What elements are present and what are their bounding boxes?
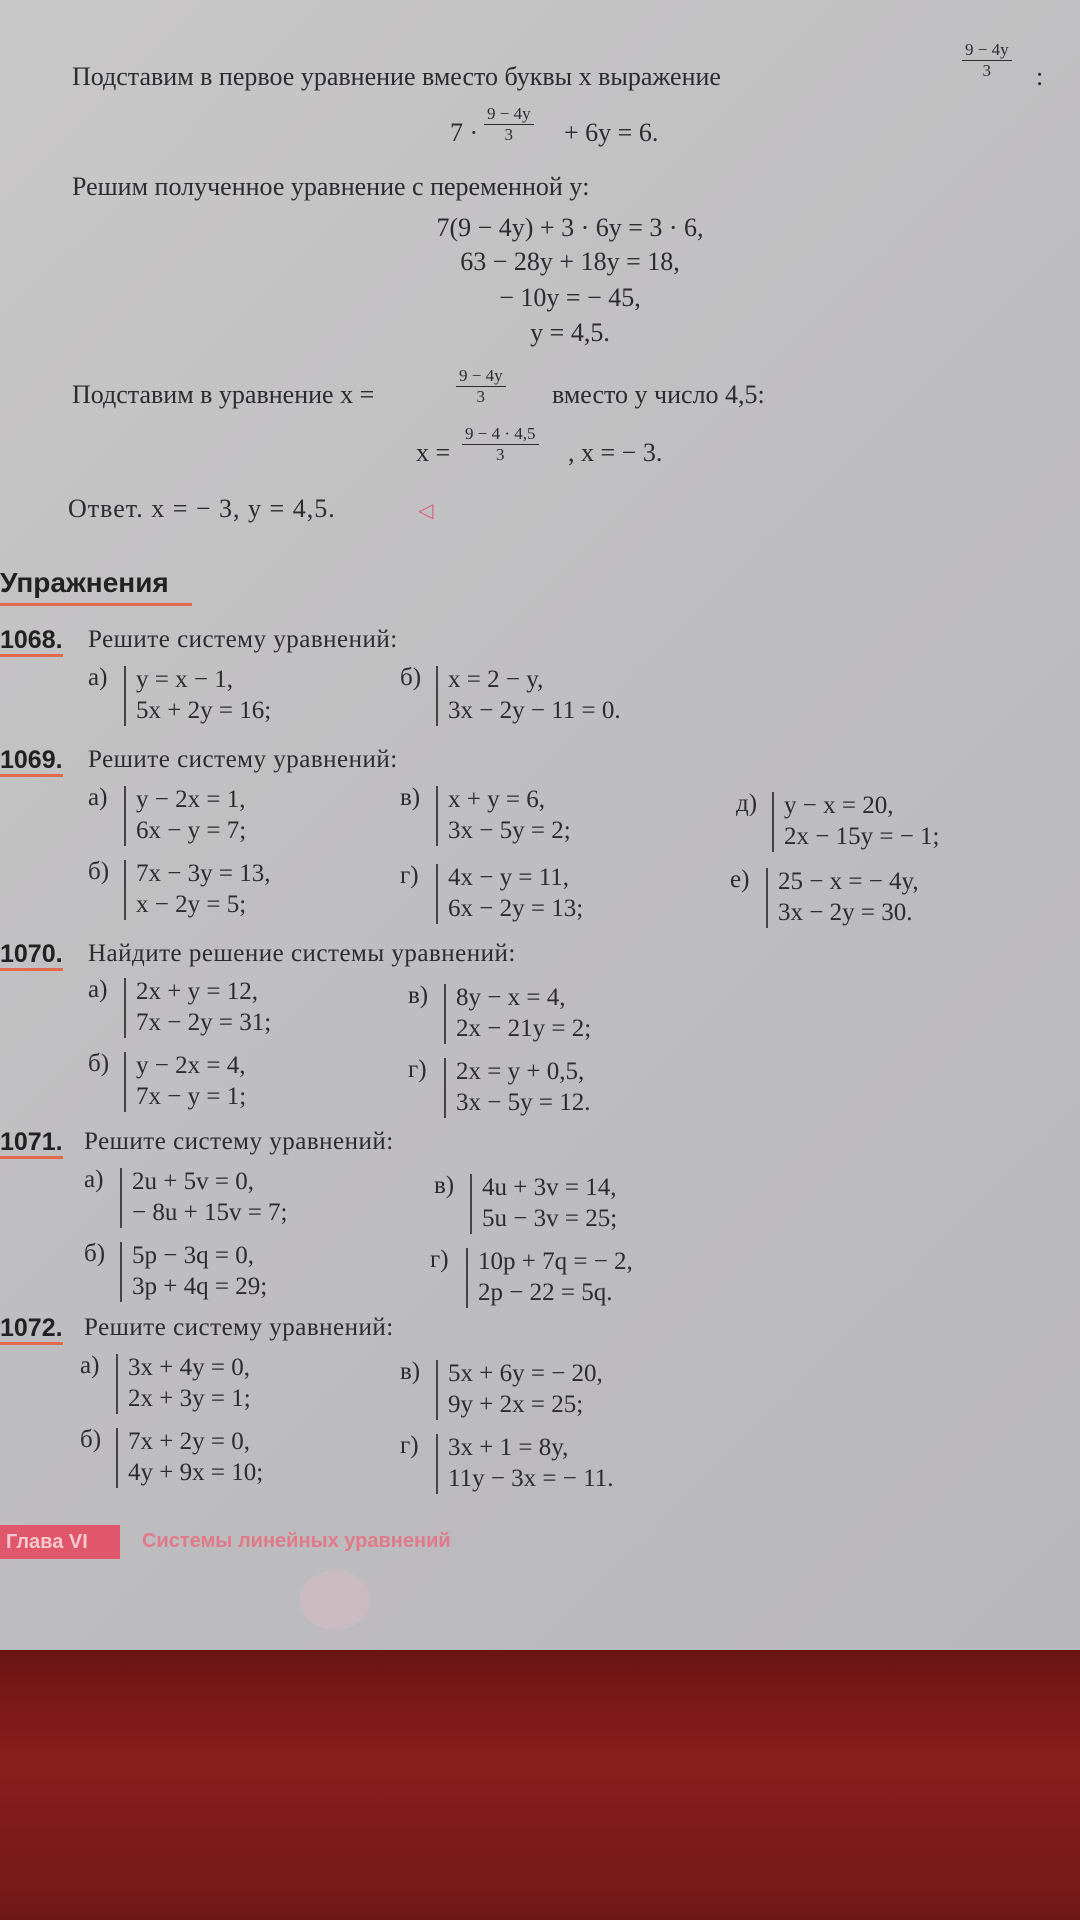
system-line: 4u + 3v = 14, bbox=[482, 1174, 617, 1201]
system-line: 6x − 2y = 13; bbox=[448, 895, 584, 922]
system-line: 7x − y = 1; bbox=[136, 1083, 247, 1110]
system-label: а) bbox=[88, 976, 108, 1003]
exercise-1072-system-g bbox=[400, 1432, 613, 1494]
system-brace bbox=[124, 666, 126, 726]
exercise-1072-system-v bbox=[400, 1358, 603, 1420]
line-3-denominator: 3 bbox=[476, 387, 486, 406]
system-line: y = x − 1, bbox=[136, 666, 233, 693]
step-3: − 10y = − 45, bbox=[499, 283, 641, 312]
system-brace bbox=[124, 786, 126, 846]
system-brace bbox=[444, 1058, 446, 1118]
system-line: 7x − 3y = 13, bbox=[136, 860, 271, 887]
step-2: 63 − 28y + 18y = 18, bbox=[460, 247, 680, 276]
intro-line-2: Решим полученное уравнение с переменной y: bbox=[72, 172, 590, 201]
system-line: 2p − 22 = 5q. bbox=[478, 1279, 613, 1306]
exercise-1068-number: 1068. bbox=[0, 626, 63, 657]
exercise-1072-number: 1072. bbox=[0, 1314, 63, 1345]
exercise-1068-text: Решите систему уравнений: bbox=[88, 626, 398, 653]
exercise-1068-system-b bbox=[400, 664, 621, 726]
system-brace bbox=[436, 786, 438, 846]
system-brace bbox=[436, 1434, 438, 1494]
system-line: 5u − 3v = 25; bbox=[482, 1205, 618, 1232]
system-line: 5p − 3q = 0, bbox=[132, 1242, 254, 1269]
system-brace bbox=[116, 1428, 118, 1488]
system-line: 3p + 4q = 29; bbox=[132, 1273, 268, 1300]
fraction-1 bbox=[962, 40, 1012, 81]
system-label: е) bbox=[730, 866, 750, 893]
exercise-1070-system-g bbox=[408, 1056, 590, 1118]
equation-1-numerator: 9 − 4y bbox=[484, 104, 534, 125]
equation-2-numerator: 9 − 4 · 4,5 bbox=[462, 424, 539, 445]
system-label: г) bbox=[400, 862, 419, 889]
exercise-1069-system-v bbox=[400, 784, 571, 846]
system-line: 5x + 6y = − 20, bbox=[448, 1360, 603, 1387]
exercise-1070-number: 1070. bbox=[0, 940, 63, 971]
equation-1-pre: 7 · bbox=[450, 118, 479, 147]
system-brace bbox=[444, 984, 446, 1044]
system-line: 25 − x = − 4y, bbox=[778, 868, 919, 895]
exercise-1070-system-b bbox=[88, 1050, 246, 1112]
system-label: б) bbox=[80, 1426, 102, 1453]
system-line: 4y + 9x = 10; bbox=[128, 1459, 264, 1486]
intro-line-3-pre: Подставим в уравнение x = bbox=[72, 380, 375, 409]
equation-1-post: + 6y = 6. bbox=[564, 118, 659, 147]
system-line: x − 2y = 5; bbox=[136, 891, 247, 918]
exercise-1069-system-b bbox=[88, 858, 270, 920]
page-smudge bbox=[300, 1570, 370, 1630]
system-brace bbox=[470, 1174, 472, 1234]
system-line: 5x + 2y = 16; bbox=[136, 697, 272, 724]
exercise-1069-number: 1069. bbox=[0, 746, 63, 777]
exercise-1071-number: 1071. bbox=[0, 1128, 63, 1159]
step-1: 7(9 − 4y) + 3 · 6y = 3 · 6, bbox=[436, 213, 704, 242]
system-label: в) bbox=[408, 982, 429, 1009]
system-line: 6x − y = 7; bbox=[136, 817, 247, 844]
exercise-1069-system-e bbox=[730, 866, 919, 928]
system-label: в) bbox=[400, 784, 421, 811]
equation-2-denominator: 3 bbox=[496, 445, 505, 464]
equation-2-post: , x = − 3. bbox=[568, 438, 663, 467]
fraction-1-numerator: 9 − 4y bbox=[962, 40, 1012, 61]
system-line: 3x + 4y = 0, bbox=[128, 1354, 250, 1381]
exercise-1068-system-a bbox=[88, 664, 271, 726]
exercise-1071-system-a bbox=[84, 1166, 288, 1228]
system-brace bbox=[124, 860, 126, 920]
system-line: 3x − 5y = 12. bbox=[456, 1089, 591, 1116]
system-brace bbox=[124, 978, 126, 1038]
exercise-1071-system-b bbox=[84, 1240, 267, 1302]
system-label: б) bbox=[88, 858, 110, 885]
chapter-badge: Глава VI bbox=[0, 1525, 120, 1559]
exercise-1070-system-v bbox=[408, 982, 591, 1044]
equation-2-pre: x = bbox=[416, 438, 451, 467]
system-line: 10p + 7q = − 2, bbox=[478, 1248, 633, 1275]
equation-2-fraction bbox=[462, 424, 539, 465]
system-line: 11y − 3x = − 11. bbox=[448, 1465, 614, 1492]
line-3-fraction bbox=[456, 366, 506, 407]
system-label: в) bbox=[400, 1358, 421, 1385]
fraction-1-denominator: 3 bbox=[982, 61, 992, 80]
system-label: а) bbox=[88, 784, 108, 811]
exercise-1069-system-a bbox=[88, 784, 246, 846]
system-label: б) bbox=[400, 664, 422, 691]
system-label: а) bbox=[88, 664, 108, 691]
system-line: 3x − 5y = 2; bbox=[448, 817, 571, 844]
table-surface bbox=[0, 1650, 1080, 1920]
system-brace bbox=[120, 1168, 122, 1228]
system-brace bbox=[766, 868, 768, 928]
system-brace bbox=[436, 864, 438, 924]
system-brace bbox=[436, 1360, 438, 1420]
system-label: а) bbox=[84, 1166, 104, 1193]
system-brace bbox=[466, 1248, 468, 1308]
line-3-numerator: 9 − 4y bbox=[456, 366, 506, 387]
system-line: 2u + 5v = 0, bbox=[132, 1168, 254, 1195]
intro-line-3-post: вместо y число 4,5: bbox=[552, 380, 765, 409]
system-brace bbox=[436, 666, 438, 726]
system-line: 3x − 2y = 30. bbox=[778, 899, 913, 926]
section-underline bbox=[0, 603, 192, 606]
exercise-1069-text: Решите систему уравнений: bbox=[88, 746, 398, 773]
system-label: б) bbox=[88, 1050, 110, 1077]
system-line: x + y = 6, bbox=[448, 786, 545, 813]
system-line: x = 2 − y, bbox=[448, 666, 544, 693]
system-line: 8y − x = 4, bbox=[456, 984, 566, 1011]
system-line: 7x + 2y = 0, bbox=[128, 1428, 250, 1455]
system-label: д) bbox=[736, 790, 758, 817]
exercise-1072-system-a bbox=[80, 1352, 251, 1414]
step-4: y = 4,5. bbox=[530, 318, 610, 347]
chapter-title: Системы линейных уравнений bbox=[142, 1530, 451, 1552]
system-line: − 8u + 15v = 7; bbox=[132, 1199, 288, 1226]
exercise-1072-system-b bbox=[80, 1426, 263, 1488]
intro-line-1: Подставим в первое уравнение вместо буквы x выражение bbox=[72, 62, 721, 91]
system-label: а) bbox=[80, 1352, 100, 1379]
system-label: г) bbox=[408, 1056, 427, 1083]
system-line: y − 2x = 1, bbox=[136, 786, 246, 813]
system-line: 4x − y = 11, bbox=[448, 864, 570, 891]
system-label: г) bbox=[430, 1246, 449, 1273]
system-line: 2x − 15y = − 1; bbox=[784, 823, 940, 850]
system-label: в) bbox=[434, 1172, 455, 1199]
system-line: 2x + 3y = 1; bbox=[128, 1385, 251, 1412]
system-line: 2x = y + 0,5, bbox=[456, 1058, 585, 1085]
exercise-1070-system-a bbox=[88, 976, 271, 1038]
system-brace bbox=[772, 792, 774, 852]
exercise-1071-system-g bbox=[430, 1246, 633, 1308]
system-line: 7x − 2y = 31; bbox=[136, 1009, 272, 1036]
system-brace bbox=[120, 1242, 122, 1302]
system-label: б) bbox=[84, 1240, 106, 1267]
answer-end-marker: ◁ bbox=[418, 500, 434, 522]
equation-1-denominator: 3 bbox=[504, 125, 514, 144]
exercise-1071-system-v bbox=[434, 1172, 617, 1234]
intro-line-1-end: : bbox=[1036, 62, 1044, 91]
exercise-1072-text: Решите систему уравнений: bbox=[84, 1314, 394, 1341]
system-brace bbox=[124, 1052, 126, 1112]
equation-1-fraction bbox=[484, 104, 534, 145]
system-line: y − 2x = 4, bbox=[136, 1052, 246, 1079]
system-brace bbox=[116, 1354, 118, 1414]
exercise-1069-system-g bbox=[400, 862, 583, 924]
exercise-1069-system-d bbox=[736, 790, 940, 852]
system-label: г) bbox=[400, 1432, 419, 1459]
system-line: 3x − 2y − 11 = 0. bbox=[448, 697, 621, 724]
section-title: Упражнения bbox=[0, 567, 169, 598]
exercise-1071-text: Решите систему уравнений: bbox=[84, 1128, 394, 1155]
system-line: 9y + 2x = 25; bbox=[448, 1391, 584, 1418]
system-line: 3x + 1 = 8y, bbox=[448, 1434, 569, 1461]
answer-line: Ответ. x = − 3, y = 4,5. bbox=[68, 494, 336, 523]
exercise-1070-text: Найдите решение системы уравнений: bbox=[88, 940, 516, 967]
system-line: y − x = 20, bbox=[784, 792, 894, 819]
system-line: 2x − 21y = 2; bbox=[456, 1015, 592, 1042]
system-line: 2x + y = 12, bbox=[136, 978, 258, 1005]
